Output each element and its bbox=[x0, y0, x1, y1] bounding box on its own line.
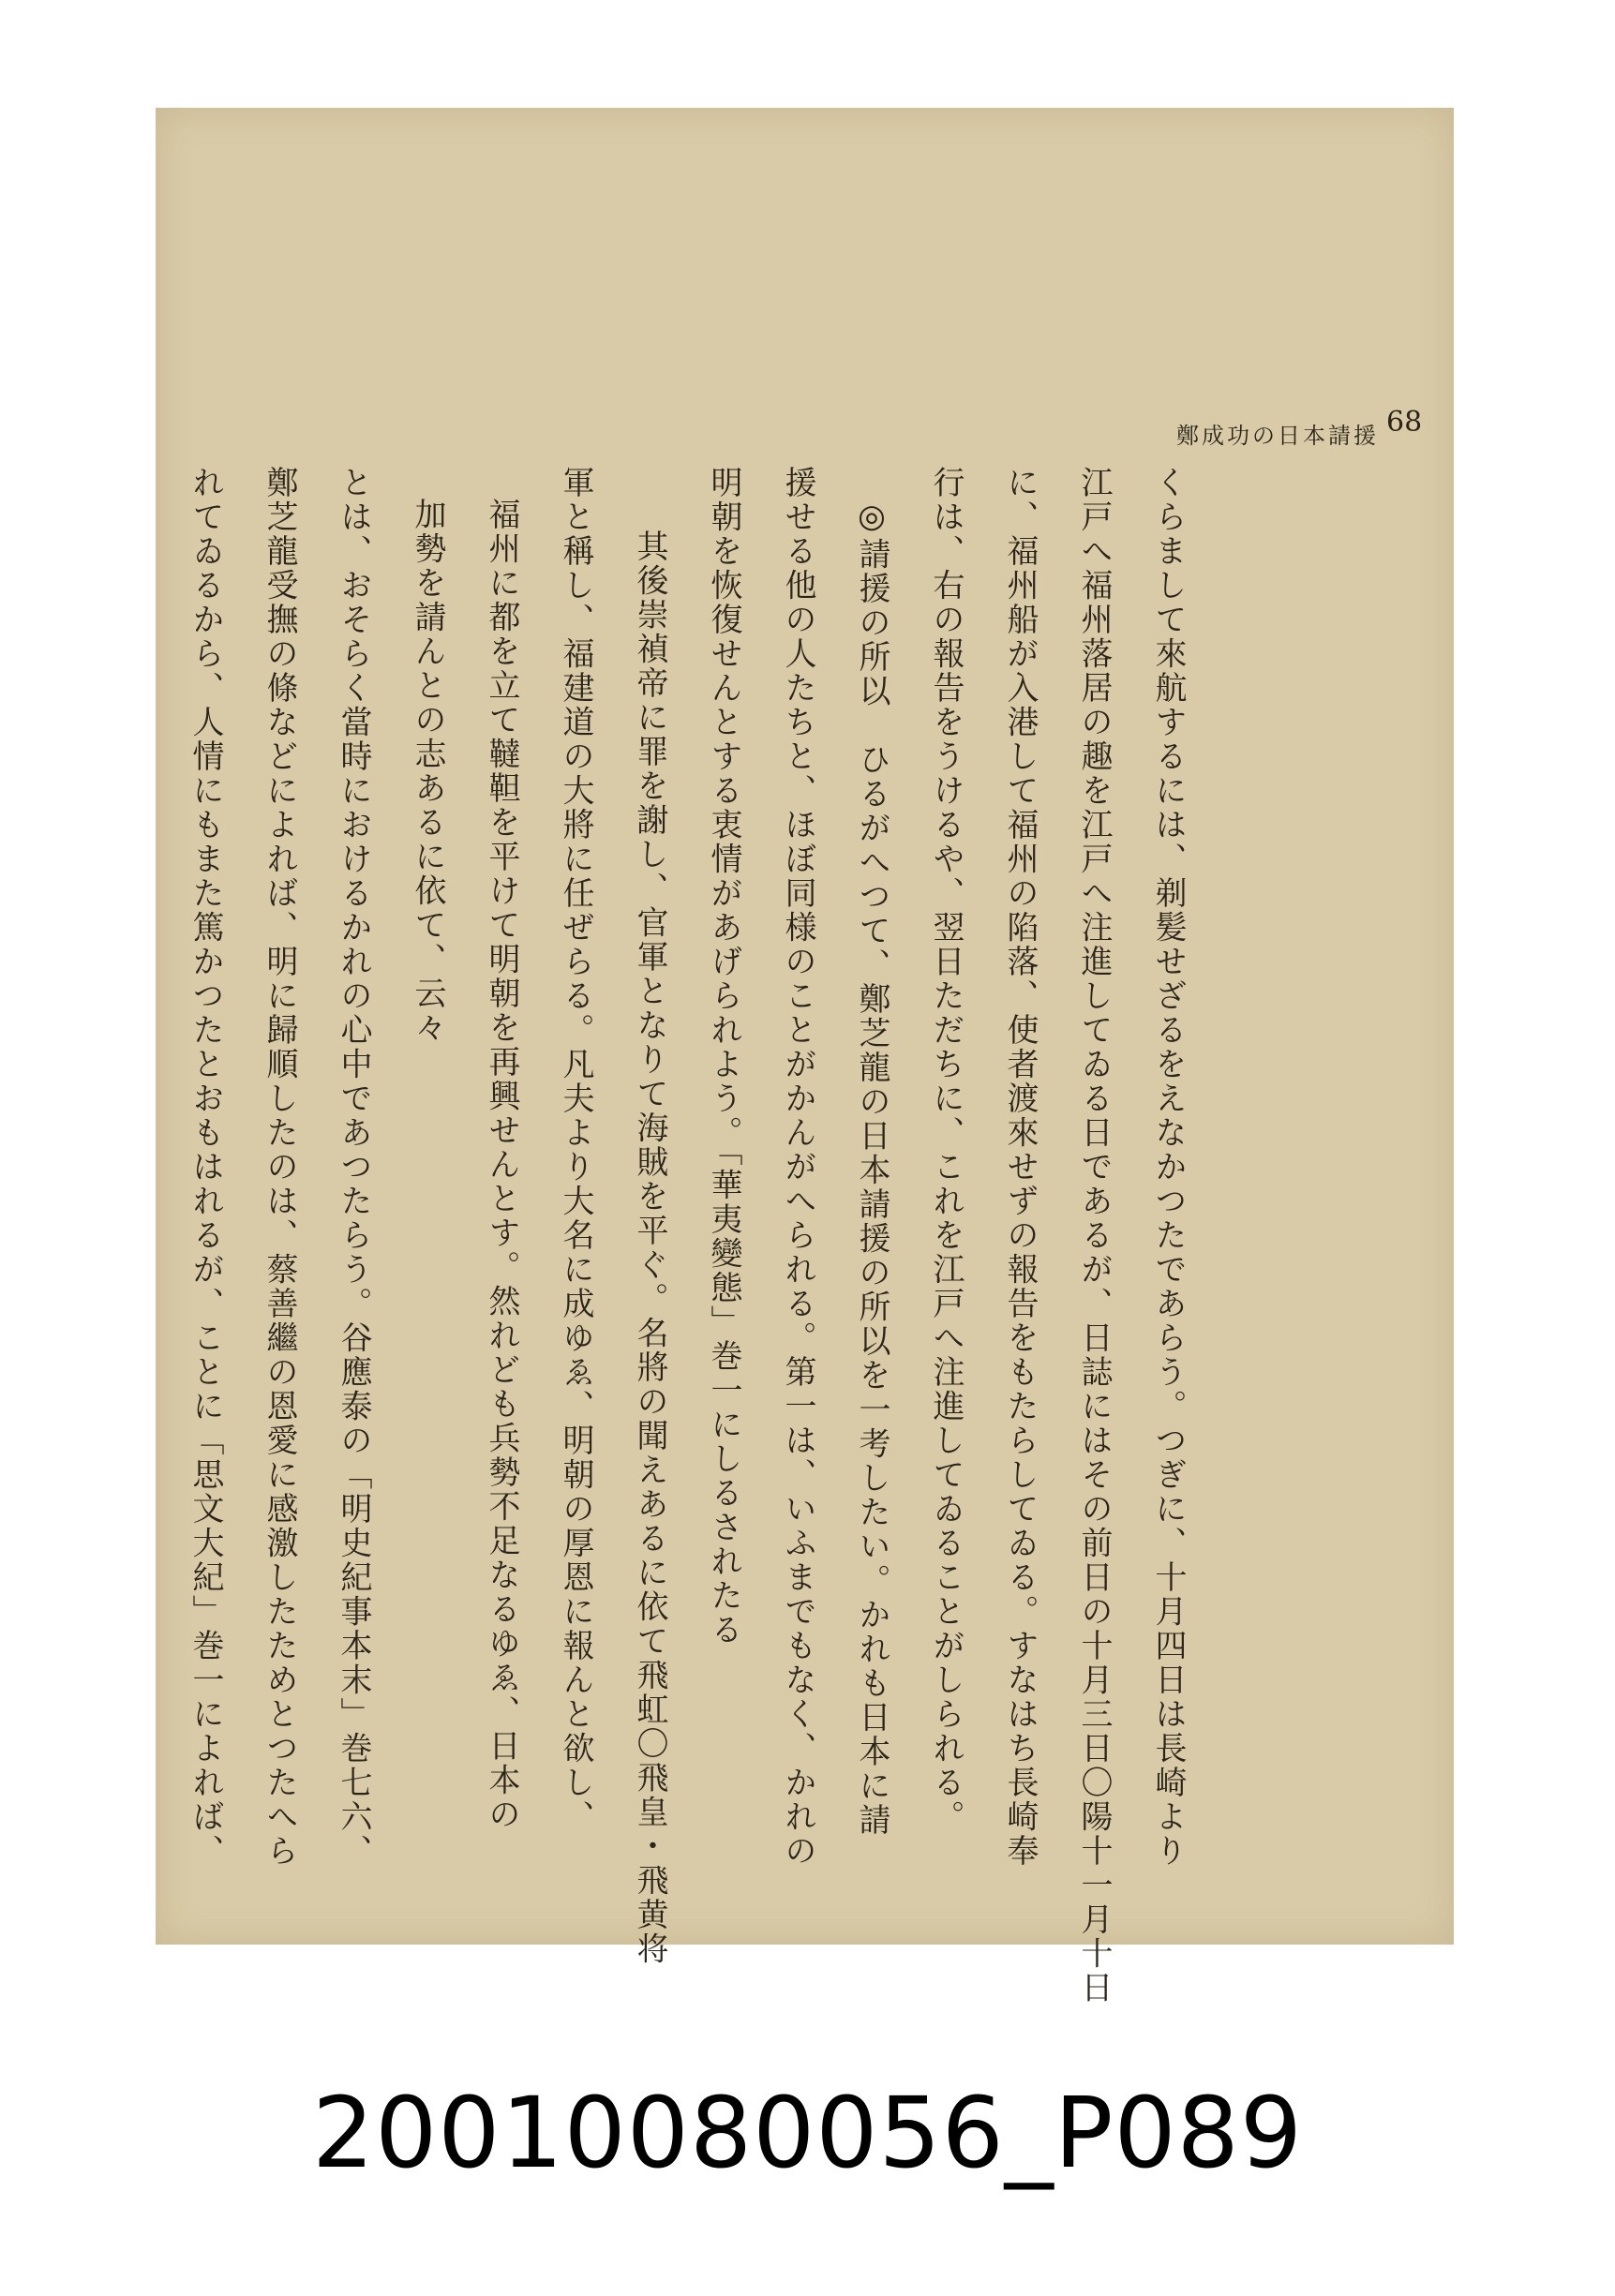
text-line: れてゐるから、人情にもまた篤かつたとおもはれるが、ことに「思文大紀」巻一によれば、 bbox=[187, 466, 224, 1869]
text-line: 江戸へ福州落居の趣を江戸へ注進してゐる日であるが、日誌にはその前日の十月三日〇陽十一月十日 bbox=[1075, 466, 1113, 2005]
text-line: 援せる他の人たちと、ほぼ同様のことがかんがへられる。第一は、いふまでもなく、かれの bbox=[779, 466, 816, 1869]
body-text bbox=[168, 466, 1204, 2005]
catalog-id-label: 20010080056_P089 bbox=[311, 2076, 1304, 2190]
quote-line: 加勢を請んとの志あるに依て、云々 bbox=[409, 498, 446, 1045]
quote-line: 福州に都を立て韃靼を平けて明朝を再興せんとす。然れども兵勢不足なるゆゑ、日本の bbox=[483, 498, 520, 1832]
running-head: 鄭成功の日本請援 bbox=[1176, 423, 1379, 449]
text-line: に、福州船が入港して福州の陷落、使者渡來せずの報告をもたらしてゐる。すなはち長崎奉 bbox=[1001, 466, 1039, 1869]
page-number: 68 bbox=[1386, 406, 1423, 439]
text-line: とは、おそらく當時におけるかれの心中であつたらう。谷應泰の「明史紀事本末」巻七六、 bbox=[335, 466, 372, 1869]
text-line: 明朝を恢復せんとする衷情があげられよう。「華夷變態」巻一にしるされたる bbox=[705, 466, 742, 1647]
quote-line: 軍と稱し、福建道の大將に任ぜらる。凡夫より大名に成ゆゑ、明朝の厚恩に報んと欲し、 bbox=[557, 466, 594, 1834]
scanned-book-page bbox=[156, 108, 1454, 2005]
section-heading-line: ◎請援の所以 ひるがへつて、鄭芝龍の日本請援の所以を一考したい。かれも日本に請 bbox=[853, 498, 890, 1838]
text-line: 行は、右の報告をうけるや、翌日ただちに、これを江戸へ注進してゐることがしられる。 bbox=[927, 466, 965, 1834]
quote-line: 其後崇禎帝に罪を謝し、官軍となりて海賊を平ぐ。名將の聞えあるに依て飛虹〇飛皇・飛黄将 bbox=[631, 529, 668, 1966]
text-line: 鄭芝龍受撫の條などによれば、明に歸順したのは、蔡善繼の恩愛に感激したためとつたへら bbox=[261, 466, 298, 1869]
text-line: くらまして來航するには、剃髪せざるをえなかつたであらう。つぎに、十月四日は長崎より bbox=[1149, 466, 1187, 1869]
